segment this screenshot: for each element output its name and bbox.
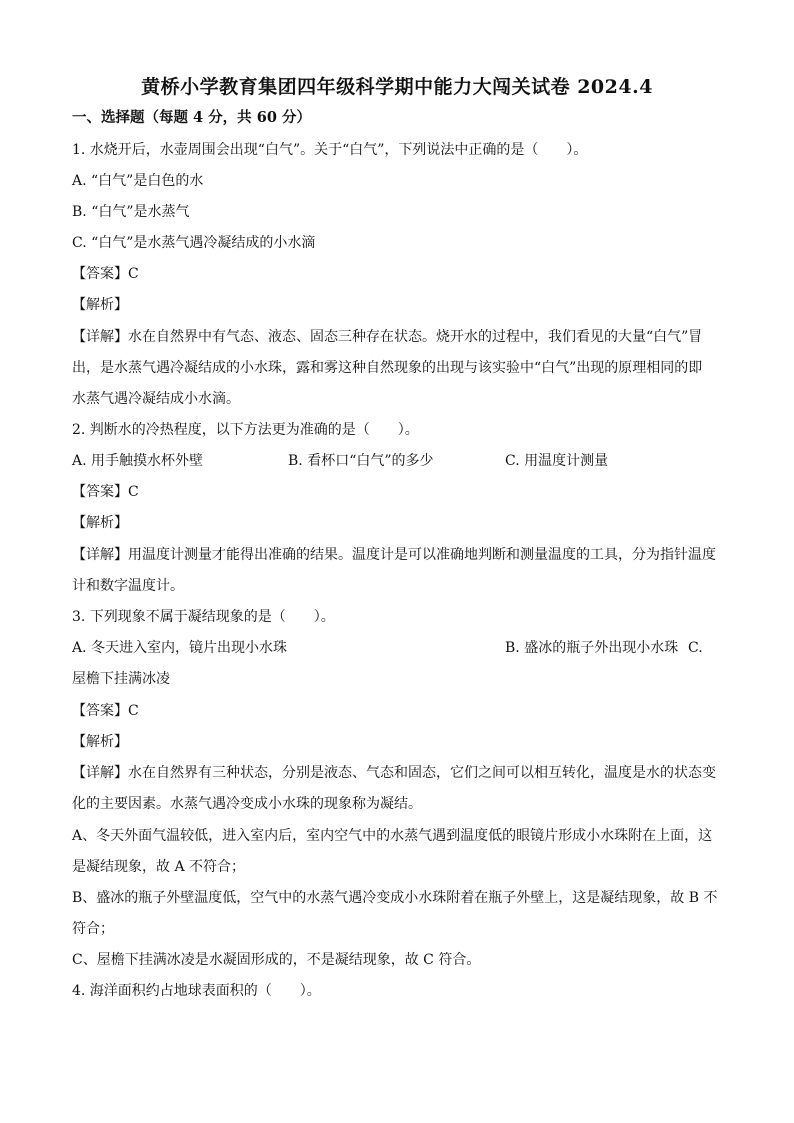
question-1-option-a: A. “白气”是白色的水 (72, 173, 204, 189)
question-3-detail-line: 符合； (72, 921, 114, 937)
question-1-detail-line: 出，是水蒸气遇冷凝结成的小水珠，露和雾这种自然现象的出现与该实验中“白气”出现的原理相同的即 (72, 360, 703, 376)
question-3-detail-line: 【详解】水在自然界有三种状态，分别是液态、气态和固态，它们之间可以相互转化，温度是水的状态变 (72, 765, 716, 781)
question-1-analysis-label: 【解析】 (72, 297, 128, 313)
question-2-option-a: A. 用手触摸水杯外壁 (72, 453, 204, 469)
question-3-options (72, 638, 732, 658)
question-1-answer: 【答案】C (72, 266, 139, 282)
question-3-option-b: B. 盛冰的瓶子外出现小水珠 (505, 640, 679, 656)
question-2-detail-line: 【详解】用温度计测量才能得出准确的结果。温度计是可以准确地判断和测量温度的工具，分为指针温度 (72, 547, 716, 563)
question-3-analysis-label: 【解析】 (72, 734, 128, 750)
question-2-option-c: C. 用温度计测量 (505, 453, 609, 469)
question-2-analysis-label: 【解析】 (72, 515, 128, 531)
question-3-detail-line: 化的主要因素。水蒸气遇冷变成小水珠的现象称为凝结。 (72, 796, 422, 812)
question-4-stem: 4. 海洋面积约占地球表面积的（ ）。 (72, 983, 321, 999)
question-3-option-a: A. 冬天进入室内，镜片出现小水珠 (72, 640, 288, 656)
question-3-detail-line: B、盛冰的瓶子外壁温度低，空气中的水蒸气遇冷变成小水珠附着在瓶子外壁上，这是凝结现象，故 B 不 (72, 890, 718, 906)
question-3-detail-line: A、冬天外面气温较低，进入室内后，室内空气中的水蒸气遇到温度低的眼镜片形成小水珠附在上面，这 (72, 828, 713, 844)
question-2-detail-line: 计和数字温度计。 (72, 578, 184, 594)
question-2-option-b: B. 看杯口“白气”的多少 (288, 453, 434, 469)
page-title: 黄桥小学教育集团四年级科学期中能力大闯关试卷 2024.4 (141, 76, 653, 98)
question-3-stem: 3. 下列现象不属于凝结现象的是（ ）。 (72, 609, 335, 625)
question-3-detail-line: C、屋檐下挂满冰凌是水凝固形成的，不是凝结现象，故 C 符合。 (72, 952, 481, 968)
question-1-option-b: B. “白气”是水蒸气 (72, 204, 190, 220)
section-heading: 一、选择题（每题 4 分，共 60 分） (72, 109, 311, 126)
question-2-stem: 2. 判断水的冷热程度，以下方法更为准确的是（ ）。 (72, 422, 419, 438)
question-3-answer: 【答案】C (72, 703, 139, 719)
question-3-option-c-label: C. (688, 640, 703, 656)
question-1-detail-line: 水蒸气遇冷凝结成小水滴。 (72, 391, 240, 407)
question-2-options (72, 451, 732, 471)
question-1-detail-line: 【详解】水在自然界中有气态、液态、固态三种存在状态。烧开水的过程中，我们看见的大量“白气”冒 (72, 329, 703, 345)
question-1-option-c: C. “白气”是水蒸气遇冷凝结成的小水滴 (72, 235, 316, 251)
question-3-detail-line: 是凝结现象，故 A 不符合； (72, 859, 246, 875)
question-3-option-c-text: 屋檐下挂满冰凌 (72, 671, 170, 687)
question-1-stem: 1. 水烧开后，水壶周围会出现“白气”。关于“白气”，下列说法中正确的是（ ）。 (72, 142, 588, 158)
question-2-answer: 【答案】C (72, 484, 139, 500)
